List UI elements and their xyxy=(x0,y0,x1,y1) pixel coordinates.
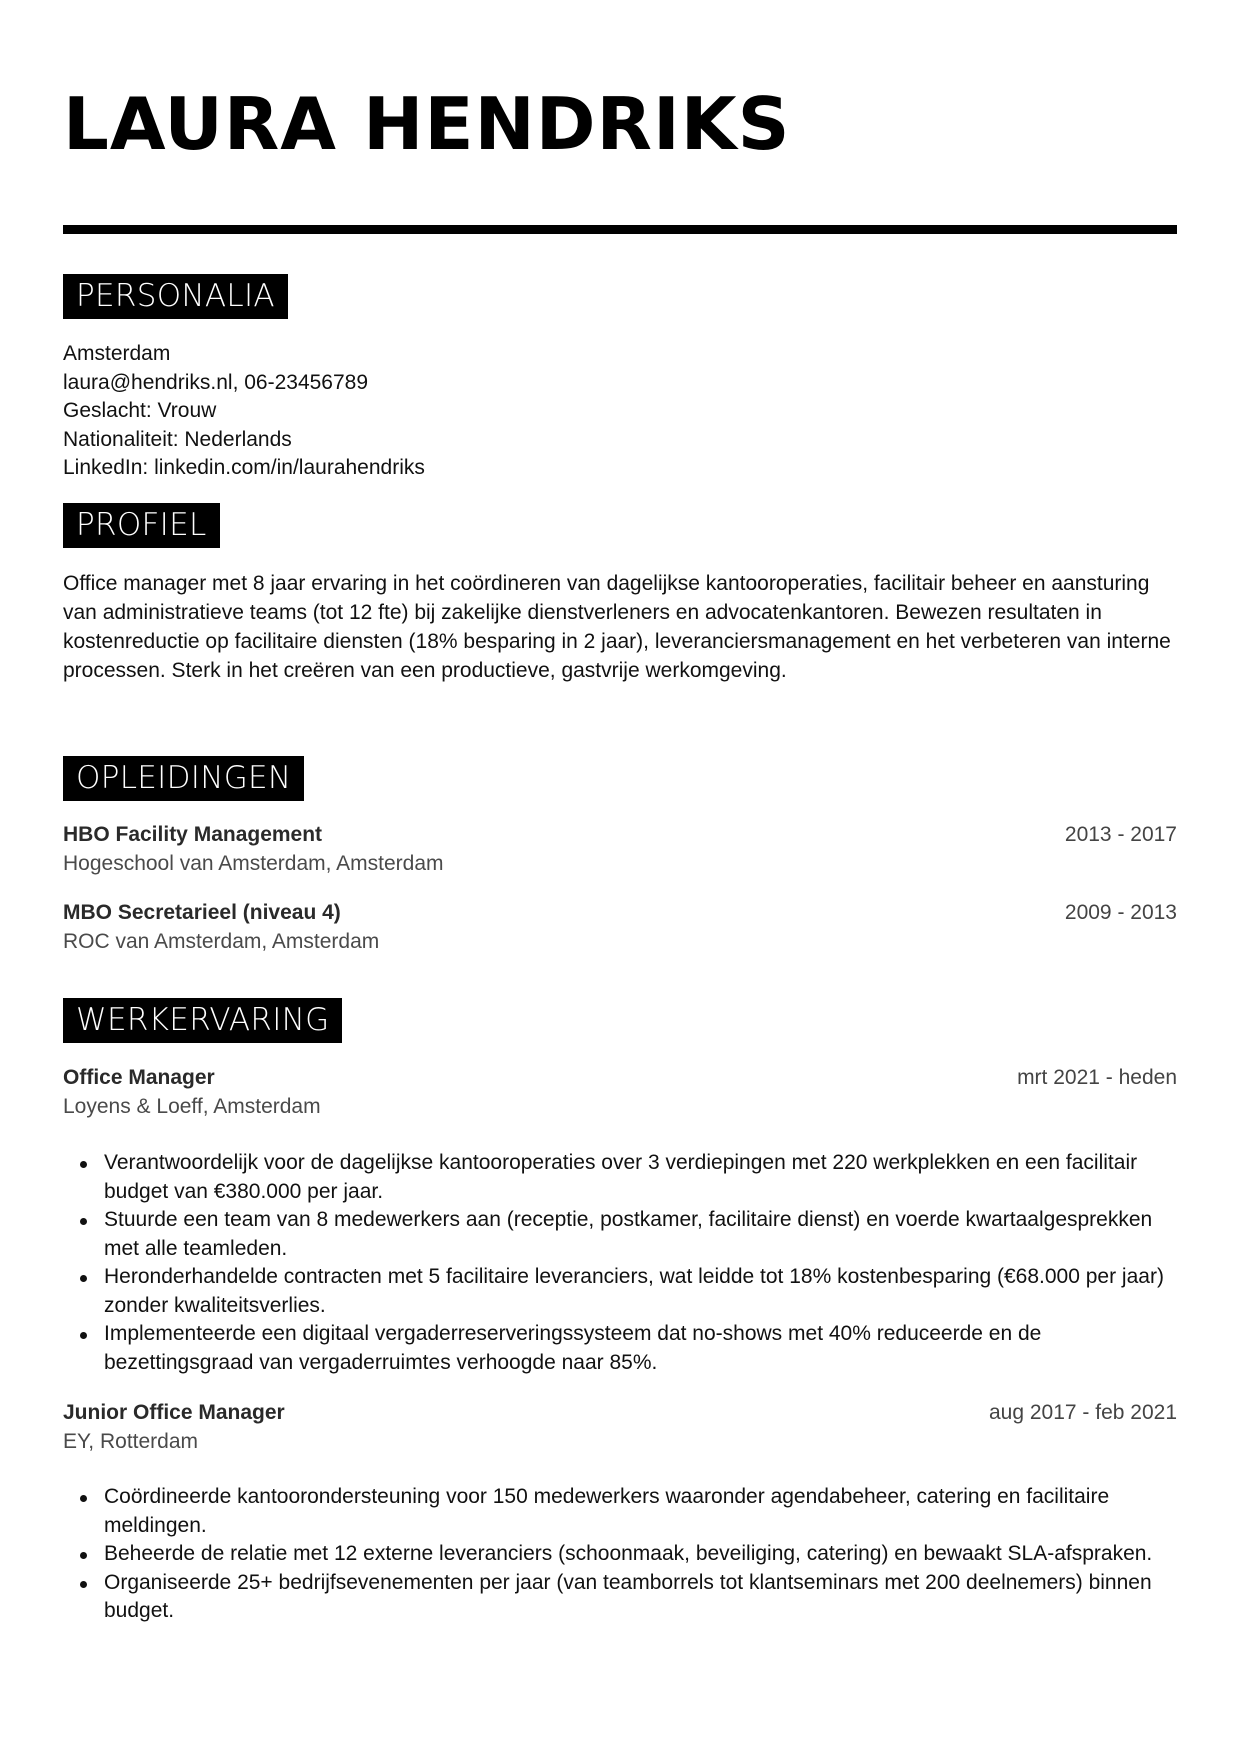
candidate-name: LAURA HENDRIKS xyxy=(63,82,791,166)
job-company: Loyens & Loeff, Amsterdam xyxy=(63,1095,321,1118)
header-divider xyxy=(63,225,1177,234)
list-item: Beheerde de relatie met 12 externe leveranciers (schoonmaak, beveiliging, catering) en bewaakt SLA-afspraken. xyxy=(63,1540,1177,1569)
section-heading-profiel: PROFIEL xyxy=(63,503,220,548)
personalia-contact: laura@hendriks.nl, 06-23456789 xyxy=(63,370,369,394)
personalia-city: Amsterdam xyxy=(63,342,171,365)
personalia-gender: Geslacht: Vrouw xyxy=(63,399,217,422)
education-entry xyxy=(63,820,1177,878)
job-title: Junior Office Manager xyxy=(63,1401,285,1424)
section-heading-werkervaring: WERKERVARING xyxy=(63,998,342,1043)
section-heading-personalia: PERSONALIA xyxy=(63,274,288,319)
job-bullets xyxy=(63,1483,1177,1626)
job-period: mrt 2021 - heden xyxy=(1017,1066,1177,1089)
personalia-linkedin: LinkedIn: linkedin.com/in/laurahendriks xyxy=(63,456,425,479)
education-title: MBO Secretarieel (niveau 4) xyxy=(63,901,341,924)
list-item: Coördineerde kantoorondersteuning voor 150 medewerkers waaronder agendabeheer, catering en facilitaire meldingen. xyxy=(63,1483,1177,1540)
education-title: HBO Facility Management xyxy=(63,823,323,846)
education-school: Hogeschool van Amsterdam, Amsterdam xyxy=(63,852,444,875)
personalia-nationality: Nationaliteit: Nederlands xyxy=(63,427,292,451)
job-title: Office Manager xyxy=(63,1066,215,1089)
section-heading-opleidingen: OPLEIDINGEN xyxy=(63,756,304,801)
job-entry xyxy=(63,1398,1177,1456)
list-item: Heronderhandelde contracten met 5 facilitaire leveranciers, wat leidde tot 18% kostenbesparing (€68.000 per jaar) zonder kwaliteitsverlies. xyxy=(63,1263,1177,1320)
profile-summary: Office manager met 8 jaar ervaring in het coördineren van dagelijkse kantooroperaties, facilitair beheer en aansturing van administratieve teams (tot 12 fte) bij zakelijke dienstverleners en advocatenkantoren. Bewezen resultaten in kostenreductie op facilitaire diensten (18% besparing in 2 jaar), leveranciersmanagement en het verbeteren van interne processen. Sterk in het creëren van een productieve, gastvrije werkomgeving. xyxy=(63,572,1171,682)
job-bullets xyxy=(63,1149,1177,1377)
list-item: Stuurde een team van 8 medewerkers aan (receptie, postkamer, facilitaire dienst) en voerde kwartaalgesprekken met alle teamleden. xyxy=(63,1206,1177,1263)
job-entry xyxy=(63,1063,1177,1121)
personalia-details xyxy=(63,340,1177,483)
education-period: 2013 - 2017 xyxy=(1064,823,1177,846)
education-school: ROC van Amsterdam, Amsterdam xyxy=(63,930,380,953)
education-entry xyxy=(63,898,1177,956)
list-item: Verantwoordelijk voor de dagelijkse kantooroperaties over 3 verdiepingen met 220 werkplekken en een facilitair budget van €380.000 per jaar. xyxy=(63,1149,1177,1206)
list-item: Organiseerde 25+ bedrijfsevenementen per jaar (van teamborrels tot klantseminars met 200 deelnemers) binnen budget. xyxy=(63,1569,1177,1626)
job-company: EY, Rotterdam xyxy=(63,1430,199,1453)
job-period: aug 2017 - feb 2021 xyxy=(989,1401,1177,1424)
education-period: 2009 - 2013 xyxy=(1064,901,1177,924)
list-item: Implementeerde een digitaal vergaderreserveringssysteem dat no-shows met 40% reduceerde en de bezettingsgraad van vergaderruimtes verhoogde naar 85%. xyxy=(63,1320,1177,1377)
